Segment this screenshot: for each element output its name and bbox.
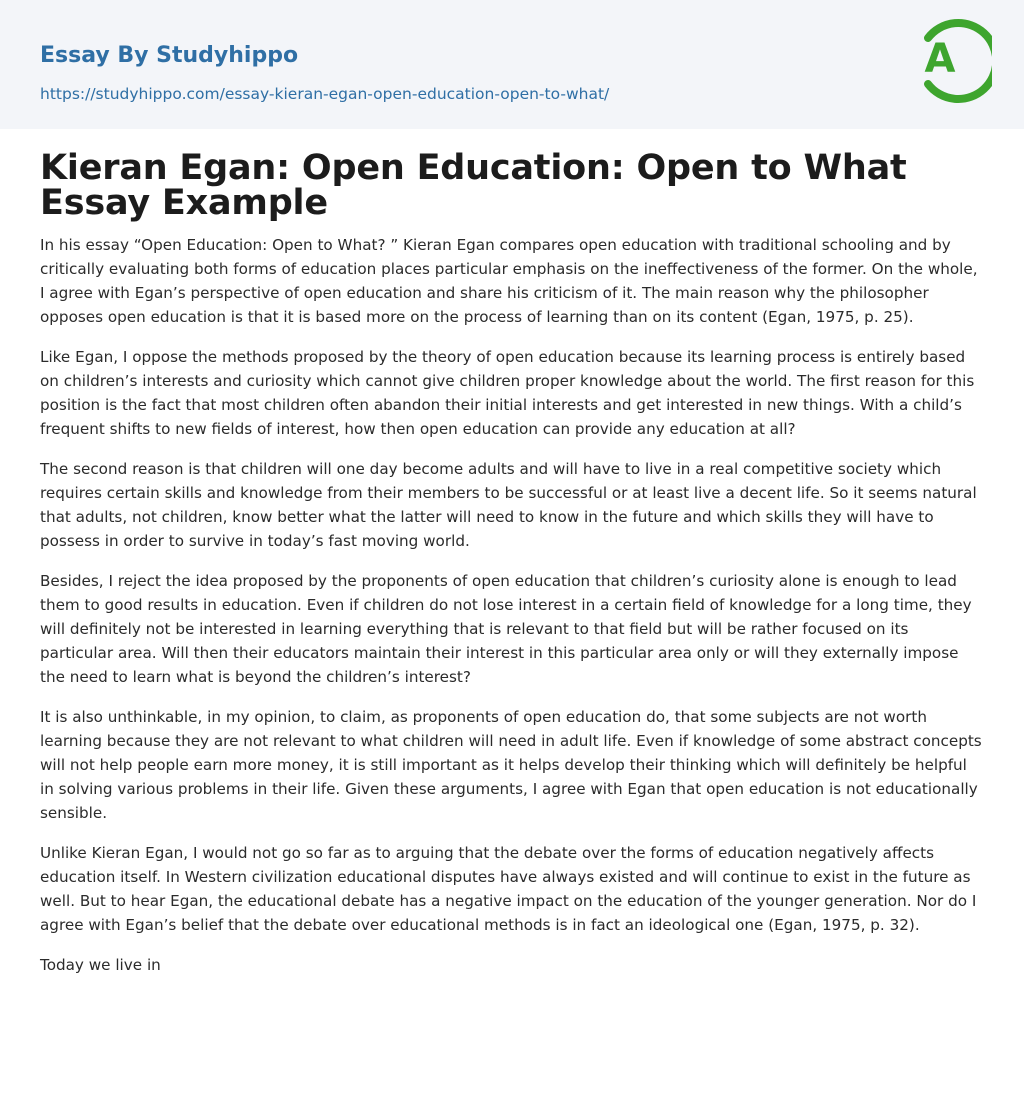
paragraph: The second reason is that children will one day become adults and will have to live in a real competitive society which requires certain skills and knowledge from their members to be successful or at least live a decent life. So it seems natural that adults, not children, know better what the latter will need to know in the future and which skills they will have to possess in order to survive in today’s fast moving world.	[40, 460, 977, 550]
logo-letter: A	[924, 36, 956, 82]
source-url-link[interactable]: https://studyhippo.com/essay-kieran-egan-open-education-open-to-what/	[40, 85, 610, 103]
essay-body	[40, 221, 984, 977]
paragraph: Like Egan, I oppose the methods proposed by the theory of open education because its learning process is entirely based on children’s interests and curiosity which cannot give children proper knowledge about the world. The first reason for this position is the fact that most children often abandon their initial interests and get interested in new things. With a child’s frequent shifts to new fields of interest, how then open education can provide any education at all?	[40, 348, 975, 438]
paragraph: Besides, I reject the idea proposed by the proponents of open education that children’s curiosity alone is enough to lead them to good results in education. Even if children do not lose interest in a certain field of knowledge for a long time, they will definitely not be interested in learning everything that is relevant to that field but will be rather focused on its particular area. Will then their educators maintain their interest in this particular area only or will they externally impose the need to learn what is beyond the children’s interest?	[40, 572, 972, 686]
page-title: Kieran Egan: Open Education: Open to What Essay Example	[40, 148, 907, 223]
paragraph: It is also unthinkable, in my opinion, to claim, as proponents of open education do, that some subjects are not worth learning because they are not relevant to what children will need in adult life. Even if knowledge of some abstract concepts will not help people earn more money, it is still important as it helps develop their thinking which will definitely be helpful in solving various problems in their life. Given these arguments, I agree with Egan that open education is not educationally sensible.	[40, 708, 982, 822]
logo-icon[interactable]	[908, 14, 992, 108]
site-header	[0, 0, 1024, 129]
paragraph: Unlike Kieran Egan, I would not go so far as to arguing that the debate over the forms of education negatively affects education itself. In Western civilization educational disputes have always existed and will continue to exist in the future as well. But to hear Egan, the educational debate has a negative impact on the education of the younger generation. Nor do I agree with Egan’s belief that the debate over educational methods is in fact an ideological one (Egan, 1975, p. 32).	[40, 844, 977, 934]
paragraph: Today we live in	[40, 956, 161, 974]
site-brand[interactable]: Essay By Studyhippo	[40, 43, 299, 68]
paragraph: In his essay “Open Education: Open to What? ” Kieran Egan compares open education with traditional schooling and by critically evaluating both forms of education places particular emphasis on the ineffectiveness of the former. On the whole, I agree with Egan’s perspective of open education and share his criticism of it. The main reason why the philosopher opposes open education is that it is based more on the process of learning than on its content (Egan, 1975, p. 25).	[40, 236, 978, 326]
